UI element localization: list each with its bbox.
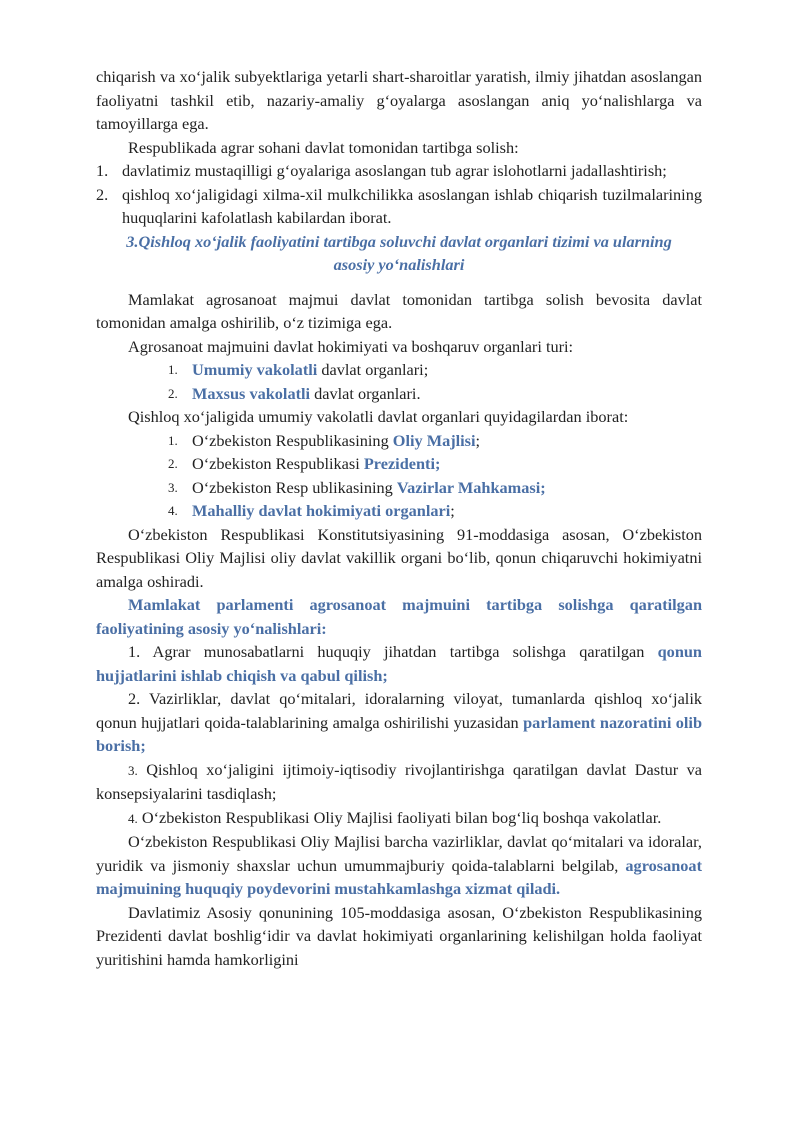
list-text: ; xyxy=(450,501,455,520)
list3-item-1 xyxy=(96,429,702,453)
list-number: 2. xyxy=(168,385,178,401)
paragraph-8 xyxy=(96,640,702,687)
document-body xyxy=(96,65,702,971)
paragraph-10 xyxy=(96,758,702,806)
list-text: ; xyxy=(475,430,481,450)
paragraph-2: Respublikada agrar sohani davlat tomonidan tartibga solish: xyxy=(128,137,519,157)
list-text: qishloq xo‘jaligidagi xilma-xil mulkchilikka asoslangan ishlab chiqarish tuzilmalarining huquqlarini kafolatlash kabilardan iborat. xyxy=(122,184,702,227)
list-text: O‘zbekiston Respublikasi xyxy=(192,454,364,473)
paragraph-text: Qishloq xo‘jaligini ijtimoiy-iqtisodiy rivojlantirishga qaratilgan davlat Dastur va konsepsiyalarini tasdiqlash; xyxy=(96,759,702,803)
list-number: 4. xyxy=(168,503,178,518)
list-text: davlat organlari. xyxy=(310,383,421,403)
paragraph-text: O‘zbekiston Respublikasi Oliy Majlisi barcha vazirliklar, davlat qo‘mitalari va idoralar, yuridik va jismoniy shaxslar uchun umummajburiy qoida-talablarni belgilab, xyxy=(96,832,702,875)
list-text: davlatimiz mustaqilligi g‘oyalariga asoslangan tub agrar islohotlarni jadallashtirish; xyxy=(122,161,667,180)
paragraph-3: Mamlakat agrosanoat majmui davlat tomonidan tartibga solish bevosita davlat tomonidan amalga oshirilib, o‘z tizimiga ega. xyxy=(96,289,702,332)
list3-item-3 xyxy=(96,476,702,500)
paragraph-text: 2. Vazirliklar, davlat qo‘mitalari, idoralarning viloyat, tumanlarda qishloq xo‘jalik qonun hujjatlari qoida-talablarining amalga oshirilishi yuzasidan xyxy=(96,689,702,732)
paragraph-6: O‘zbekiston Respublikasi Konstitutsiyasining 91-moddasiga asosan, O‘zbekiston Respublikasi Oliy Majlisi oliy davlat vakillik organi bo‘lib, qonun chiqaruvchi hokimiyatni amalga oshiradi. xyxy=(96,524,702,591)
list1-item-2 xyxy=(96,183,702,230)
list-text: davlat organlari; xyxy=(317,360,429,379)
list-number: 1. xyxy=(168,432,178,448)
highlight-text: Prezidenti; xyxy=(363,454,441,473)
list2-item-2 xyxy=(96,382,702,406)
paragraph-12 xyxy=(96,830,702,901)
highlight-text: agrosanoat majmuining huquqiy poydevorini mustahkamlashga xizmat qiladi. xyxy=(96,855,702,898)
paragraph-7-highlight: Mamlakat parlamenti agrosanoat majmuini tartibga solishga qaratilgan faoliyatining asosiy yo‘nalishlari: xyxy=(96,595,702,638)
paragraph-4: Agrosanoat majmuini davlat hokimiyati va boshqaruv organlari turi: xyxy=(128,336,574,356)
paragraph-9 xyxy=(96,687,702,758)
list-text: O‘zbekiston Respublikasining xyxy=(192,430,393,450)
list3-item-2 xyxy=(96,452,702,476)
paragraph-5: Qishloq xo‘jaligida umumiy vakolatli davlat organlari quyidagilardan iborat: xyxy=(128,407,629,426)
paragraph-text: O‘zbekiston Respublikasi Oliy Majlisi faoliyati bilan bog‘liq boshqa vakolatlar. xyxy=(137,807,662,827)
list-number: 3. xyxy=(168,479,178,495)
highlight-text: Oliy Majlisi xyxy=(392,430,476,450)
list-number: 2. xyxy=(96,184,109,204)
list-number: 2. xyxy=(168,456,178,471)
highlight-text: Umumiy vakolatli xyxy=(192,360,318,379)
paragraph-text: 1. Agrar munosabatlarni huquqiy jihatdan tartibga solishga qaratilgan xyxy=(128,642,658,661)
paragraph-11 xyxy=(96,806,702,831)
paragraph-1: chiqarish va xo‘jalik subyektlariga yetarli shart-sharoitlar yaratish, ilmiy jihatdan asoslangan faoliyatni tashkil etib, nazariy-amaliy g‘oyalarga asoslangan aniq yo‘nalishlarga va tamoyillarga ega. xyxy=(96,67,702,133)
list-text: O‘zbekiston Resp ublikasining xyxy=(192,477,397,497)
highlight-text: parlament nazoratini olib borish; xyxy=(96,712,703,755)
highlight-text: qonun hujjatlarini ishlab chiqish va qabul qilish; xyxy=(96,642,702,685)
list-number: 4. xyxy=(128,810,138,826)
list-number: 3. xyxy=(128,762,138,778)
highlight-text: Mahalliy davlat hokimiyati organlari xyxy=(192,501,451,520)
list3-item-4 xyxy=(96,499,702,523)
paragraph-13: Davlatimiz Asosiy qonunining 105-moddasiga asosan, O‘zbekiston Respublikasining Prezidenti davlat boshlig‘idir va davlat hokimiyati organlarining kelishilgan holda faoliyat yuritishini hamda hamkorligini xyxy=(96,902,702,969)
list1-item-1 xyxy=(96,159,702,183)
list-number: 1. xyxy=(168,362,178,377)
section-heading: 3.Qishloq xo‘jalik faoliyatini tartibga soluvchi davlat organlari tizimi va ularning asosiy yo‘nalishlari xyxy=(126,231,672,274)
highlight-text: Maxsus vakolatli xyxy=(192,383,311,403)
list-number: 1. xyxy=(96,161,109,180)
highlight-text: Vazirlar Mahkamasi; xyxy=(396,477,546,497)
list2-item-1 xyxy=(96,358,702,382)
